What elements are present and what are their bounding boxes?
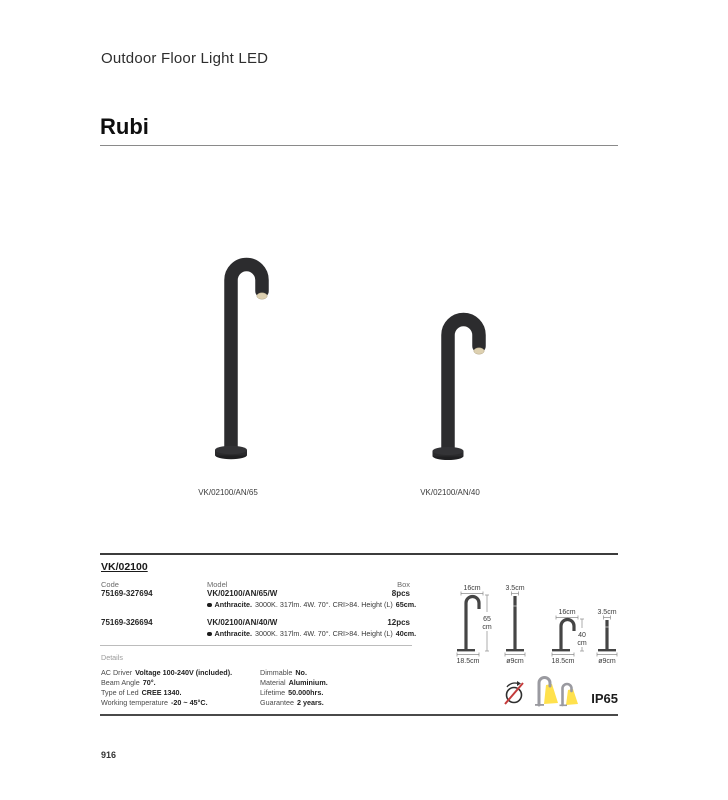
column-header-box: Box [397,580,410,589]
details-label: Details [101,653,123,662]
product-code-label-65: VK/02100/AN/65 [198,488,258,497]
lamp-base [433,447,464,455]
lamp-body-40 [448,320,479,453]
details-left-column [101,668,232,708]
svg-text:ø9cm: ø9cm [506,658,524,665]
svg-text:40: 40 [578,632,586,639]
table-row-spec: Anthracite. 3000K. 317lm. 4W. 70°. CRI>84. Height (L) 65cm. [207,600,419,609]
color-dot-anthracite [207,632,212,637]
detail-line: Lifetime 50.000hrs. [260,688,324,697]
table-row-model: VK/02100/AN/65/W [207,589,278,598]
dimension-diagram-65-side [452,581,496,667]
detail-line: AC Driver Voltage 100-240V (included). [101,668,233,677]
table-row-code: 75169-326694 [101,618,153,627]
family-code: VK/02100 [101,561,148,573]
svg-text:cm: cm [577,640,587,647]
table-row-code: 75169-327694 [101,589,153,598]
dimension-diagram-65-front [500,581,534,667]
detail-line: Dimmable No. [260,668,307,677]
detail-line: Working temperature -20 ~ 45°C. [101,698,208,707]
table-row-model: VK/02100/AN/40/W [207,618,278,627]
svg-text:3.5cm: 3.5cm [597,609,617,616]
svg-text:16cm: 16cm [558,609,576,616]
details-right-column [260,668,328,708]
page-number: 916 [101,750,117,760]
detail-line: Beam Angle 70°. [101,678,156,687]
table-row-spec: Anthracite. 3000K. 317lm. 4W. 70°. CRI>84. Height (L) 40cm. [207,629,419,638]
table-top-divider [100,553,618,555]
lamp-base [215,446,247,454]
detail-line: Guarantee 2 years. [260,698,324,707]
detail-line: Material Aluminium. [260,678,328,687]
table-row-box: 12pcs [387,618,410,627]
svg-text:3.5cm: 3.5cm [505,585,525,592]
title-divider [100,145,618,146]
footer-divider [100,714,618,716]
ip-rating-badge: IP65 [591,691,618,706]
column-header-code: Code [101,580,119,589]
category-heading: Outdoor Floor Light LED [101,50,269,67]
svg-text:ø9cm: ø9cm [598,658,616,665]
svg-text:65: 65 [483,616,491,623]
product-photo-65 [210,246,280,461]
dimension-diagram-40-side [547,581,591,667]
color-dot-anthracite [207,603,212,608]
svg-text:18.5cm: 18.5cm [551,658,575,665]
table-row-box: 8pcs [391,589,410,598]
detail-line: Type of Led CREE 1340. [101,688,182,697]
column-header-model: Model [207,580,228,589]
svg-text:cm: cm [482,624,492,631]
lamp-body-65 [231,265,262,451]
product-photo-40 [428,302,498,462]
led-lens [257,293,267,299]
product-code-label-40: VK/02100/AN/40 [420,488,480,497]
led-lens [474,348,484,354]
page-title: Rubi [100,114,149,139]
details-divider [100,645,412,646]
svg-text:16cm: 16cm [463,585,481,592]
dimension-diagram-40-front [593,581,627,667]
svg-text:18.5cm: 18.5cm [456,658,480,665]
